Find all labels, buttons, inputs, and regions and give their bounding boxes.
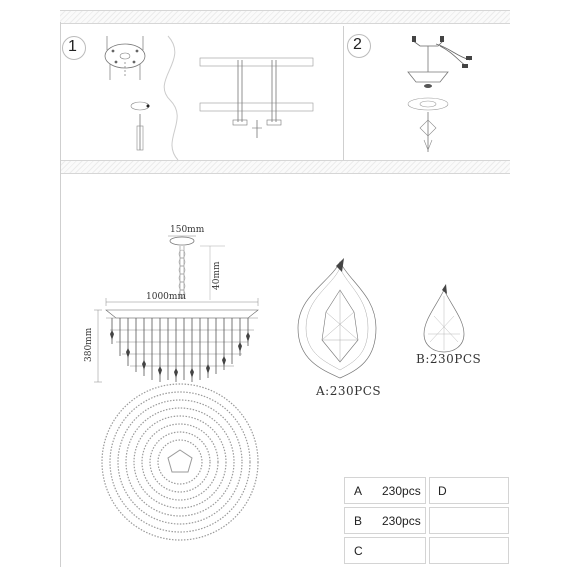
canopy-width-dimension: 150mm [170, 225, 205, 235]
part-quantity: 230pcs [382, 484, 421, 498]
part-letter: B [354, 514, 363, 528]
fixture-width-dimension: 1000mm [146, 292, 186, 302]
part-letter: D [438, 484, 447, 498]
step-2-number: 2 [353, 36, 362, 53]
fixture-height-dimension: 380mm [84, 327, 94, 362]
crystal-b-label: B:230PCS [416, 352, 482, 366]
parts-table-empty-cell [429, 507, 509, 534]
crystal-a-label: A:230PCS [316, 384, 382, 398]
part-letter: C [354, 544, 363, 558]
step-1-number: 1 [68, 38, 77, 55]
parts-table-empty-cell [429, 537, 509, 564]
chain-length-dimension: 40mm [212, 261, 222, 290]
part-letter: A [354, 484, 363, 498]
part-quantity: 230pcs [382, 514, 421, 528]
